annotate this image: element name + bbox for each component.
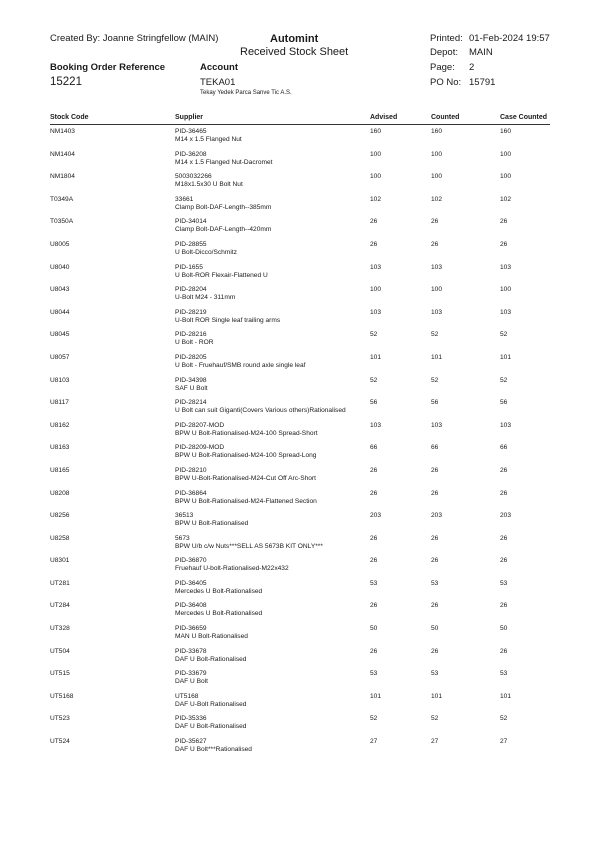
stock-code-cell: NM1804	[50, 173, 75, 181]
stock-table-body	[50, 126, 550, 759]
po-label: PO No:	[430, 77, 462, 88]
advised-cell: 53	[370, 579, 378, 587]
counted-cell: 100	[431, 150, 443, 158]
case-counted-cell: 66	[500, 444, 508, 452]
stock-code-cell: U8043	[50, 286, 70, 294]
advised-cell: 203	[370, 512, 382, 520]
advised-cell: 26	[370, 602, 378, 610]
case-counted-cell: 52	[500, 715, 508, 723]
advised-cell: 52	[370, 715, 378, 723]
booking-ref-value: 15221	[50, 76, 82, 88]
item-description: BPW U Bolt-Rationalised-M24-100 Spread-Long	[175, 452, 317, 460]
case-counted-cell: 50	[500, 625, 508, 633]
item-description: U Bolt can suit Giganti(Covers Various others)Rationalised	[175, 407, 346, 415]
supplier-cell	[175, 128, 242, 144]
case-counted-cell: 26	[500, 218, 508, 226]
table-row	[50, 646, 550, 669]
case-counted-cell: 100	[500, 286, 512, 294]
counted-cell: 26	[431, 647, 439, 655]
stock-code-cell: U8044	[50, 308, 70, 316]
supplier-cell	[175, 422, 318, 438]
item-description: SAF U Bolt	[175, 384, 208, 392]
supplier-cell	[175, 580, 262, 596]
supplier-cell	[175, 648, 246, 664]
supplier-code: PID-34014	[175, 218, 207, 226]
table-row	[50, 239, 550, 262]
supplier-code: PID-28210	[175, 466, 207, 474]
supplier-code: PID-28205	[175, 353, 207, 361]
case-counted-cell: 160	[500, 128, 512, 135]
supplier-code: PID-28209-MOD	[175, 444, 225, 452]
stock-code-cell: NM1403	[50, 128, 75, 135]
stock-code-cell: U8256	[50, 512, 70, 520]
stock-code-cell: T0349A	[50, 195, 74, 203]
supplier-cell	[175, 354, 305, 370]
item-description: DAF U Bolt-Rationalised	[175, 723, 247, 731]
item-description: BPW U Bolt-Rationalised-M24-Flattened Section	[175, 497, 317, 505]
stock-code-cell: UT515	[50, 670, 70, 678]
counted-cell: 101	[431, 353, 443, 361]
advised-cell: 26	[370, 218, 378, 226]
advised-cell: 103	[370, 308, 382, 316]
case-counted-cell: 100	[500, 173, 512, 181]
supplier-cell	[175, 309, 280, 325]
table-row	[50, 533, 550, 556]
item-description: DAF U Bolt	[175, 678, 208, 686]
counted-cell: 102	[431, 195, 443, 203]
account-value: TEKA01	[200, 77, 236, 88]
table-row	[50, 736, 550, 759]
table-row	[50, 397, 550, 420]
table-row	[50, 216, 550, 239]
case-counted-cell: 52	[500, 331, 508, 339]
case-counted-cell: 26	[500, 647, 508, 655]
table-row	[50, 329, 550, 352]
supplier-code: PID-28855	[175, 240, 207, 248]
stock-code-cell: U8057	[50, 353, 70, 361]
item-description: M18x1.5x30 U Bolt Nut	[175, 181, 243, 189]
table-row	[50, 420, 550, 443]
stock-code-cell: U8162	[50, 421, 70, 429]
counted-cell: 53	[431, 579, 439, 587]
item-description: U Bolt-ROR Flexair-Flattened U	[175, 271, 268, 279]
item-description: U-Bolt ROR Single leaf trailing arms	[175, 316, 281, 324]
advised-cell: 26	[370, 557, 378, 565]
counted-cell: 56	[431, 399, 439, 407]
counted-cell: 53	[431, 670, 439, 678]
stock-code-cell: U8301	[50, 557, 70, 565]
case-counted-cell: 100	[500, 150, 512, 158]
supplier-code: PID-33679	[175, 670, 207, 678]
stock-code-cell: U8258	[50, 534, 70, 542]
stock-code-cell: UT284	[50, 602, 70, 610]
po-value: 15791	[469, 77, 496, 88]
stock-code-cell: U8117	[50, 399, 69, 407]
item-description: DAF U-Bolt Rationalised	[175, 700, 247, 708]
counted-cell: 26	[431, 218, 439, 226]
col-supplier: Supplier	[175, 114, 204, 121]
advised-cell: 52	[370, 331, 378, 339]
counted-cell: 66	[431, 444, 439, 452]
case-counted-cell: 103	[500, 421, 512, 429]
counted-cell: 103	[431, 263, 443, 271]
counted-cell: 26	[431, 240, 439, 248]
item-description: Mercedes U Bolt-Rationalised	[175, 587, 263, 595]
stock-code-cell: U8040	[50, 263, 70, 271]
table-row	[50, 307, 550, 330]
table-row	[50, 194, 550, 217]
advised-cell: 100	[370, 286, 382, 294]
item-description: BPW U Bolt-Rationalised-M24-100 Spread-Short	[175, 429, 318, 437]
case-counted-cell: 56	[500, 399, 508, 407]
table-row	[50, 691, 550, 714]
advised-cell: 102	[370, 195, 382, 203]
supplier-code: PID-33678	[175, 647, 207, 655]
counted-cell: 52	[431, 376, 439, 384]
supplier-code: PID-28219	[175, 308, 207, 316]
case-counted-cell: 26	[500, 240, 508, 248]
app-name: Automint	[270, 33, 319, 45]
advised-cell: 101	[370, 353, 382, 361]
supplier-code: UT5168	[175, 692, 199, 700]
case-counted-cell: 103	[500, 308, 512, 316]
supplier-code: PID-36864	[175, 489, 207, 497]
stock-code-cell: U8045	[50, 331, 70, 339]
counted-cell: 101	[431, 692, 443, 700]
counted-cell: 100	[431, 286, 443, 294]
supplier-code: PID-36659	[175, 625, 207, 633]
table-row	[50, 510, 550, 533]
supplier-cell	[175, 286, 235, 302]
item-description: DAF U Bolt-Rationalised	[175, 655, 247, 663]
stock-code-cell: UT5168	[50, 692, 74, 700]
supplier-code: PID-35627	[175, 738, 207, 746]
supplier-code: PID-28207-MOD	[175, 421, 225, 429]
counted-cell: 52	[431, 331, 439, 339]
account-label: Account	[200, 62, 238, 73]
supplier-cell	[175, 173, 243, 189]
stock-code-cell: NM1404	[50, 150, 75, 158]
item-description: U Bolt-Dicco/Schmitz	[175, 248, 237, 256]
booking-ref-label: Booking Order Reference	[50, 62, 166, 73]
case-counted-cell: 26	[500, 602, 508, 610]
case-counted-cell: 203	[500, 512, 512, 520]
table-row	[50, 284, 550, 307]
item-description: M14 x 1.5 Flanged Nut-Dacromet	[175, 158, 273, 166]
counted-cell: 203	[431, 512, 443, 520]
supplier-cell	[175, 535, 323, 551]
table-row	[50, 375, 550, 398]
counted-cell: 26	[431, 534, 439, 542]
col-stock-code: Stock Code	[50, 114, 89, 121]
case-counted-cell: 26	[500, 557, 508, 565]
supplier-code: PID-36405	[175, 579, 207, 587]
stock-code-cell: T0350A	[50, 218, 74, 226]
case-counted-cell: 27	[500, 738, 508, 746]
account-name: Tekay Yedek Parca Sanve Tic A.S.	[200, 90, 292, 96]
supplier-cell	[175, 377, 208, 393]
supplier-cell	[175, 331, 213, 347]
table-row	[50, 465, 550, 488]
item-description: M14 x 1.5 Flanged Nut	[175, 136, 242, 143]
case-counted-cell: 26	[500, 534, 508, 542]
advised-cell: 66	[370, 444, 378, 452]
item-description: U Bolt - Fruehauf/SMB round axle single leaf	[175, 361, 306, 369]
supplier-cell	[175, 151, 272, 167]
supplier-cell	[175, 715, 246, 731]
item-description: BPW U Bolt-Rationalised	[175, 520, 249, 528]
case-counted-cell: 101	[500, 692, 512, 700]
stock-code-cell: U8165	[50, 466, 70, 474]
table-row	[50, 171, 550, 194]
depot-value: MAIN	[469, 47, 493, 58]
advised-cell: 26	[370, 647, 378, 655]
advised-cell: 100	[370, 150, 382, 158]
counted-cell: 26	[431, 602, 439, 610]
supplier-cell	[175, 467, 316, 483]
case-counted-cell: 26	[500, 466, 508, 474]
advised-cell: 26	[370, 489, 378, 497]
supplier-code: PID-28204	[175, 286, 207, 294]
table-row	[50, 352, 550, 375]
supplier-cell	[175, 625, 248, 641]
table-row	[50, 668, 550, 691]
item-description: U-Bolt M24 - 311mm	[175, 294, 236, 302]
counted-cell: 27	[431, 738, 439, 746]
supplier-code: PID-28214	[175, 399, 207, 407]
advised-cell: 53	[370, 670, 378, 678]
supplier-cell	[175, 196, 271, 212]
supplier-cell	[175, 670, 208, 686]
counted-cell: 26	[431, 466, 439, 474]
item-description: BPW U-Bolt-Rationalised-M24-Cut Off Arc-Short	[175, 474, 316, 482]
col-counted: Counted	[431, 114, 460, 121]
item-description: Clamp Bolt-DAF-Length--420mm	[175, 226, 272, 234]
case-counted-cell: 103	[500, 263, 512, 271]
page-value: 2	[469, 62, 475, 73]
supplier-cell	[175, 693, 246, 709]
counted-cell: 26	[431, 557, 439, 565]
supplier-code: 36513	[175, 512, 194, 520]
header-divider	[50, 124, 550, 125]
table-row	[50, 555, 550, 578]
supplier-code: PID-28216	[175, 331, 207, 339]
supplier-code: PID-36208	[175, 150, 207, 158]
table-row	[50, 578, 550, 601]
supplier-code: PID-36408	[175, 602, 207, 610]
stock-code-cell: UT281	[50, 579, 70, 587]
counted-cell: 103	[431, 308, 443, 316]
supplier-cell	[175, 512, 248, 528]
advised-cell: 56	[370, 399, 378, 407]
supplier-cell	[175, 602, 262, 618]
case-counted-cell: 101	[500, 353, 512, 361]
printed-value: 01-Feb-2024 19:57	[469, 33, 550, 44]
counted-cell: 160	[431, 128, 443, 135]
case-counted-cell: 102	[500, 195, 512, 203]
supplier-code: PID-36465	[175, 128, 207, 135]
table-row	[50, 488, 550, 511]
advised-cell: 160	[370, 128, 382, 135]
sheet-title: Received Stock Sheet	[240, 46, 349, 58]
advised-cell: 27	[370, 738, 378, 746]
counted-cell: 52	[431, 715, 439, 723]
case-counted-cell: 26	[500, 489, 508, 497]
table-header	[50, 114, 550, 124]
item-description: DAF U Bolt***Rationalised	[175, 746, 252, 754]
supplier-cell	[175, 557, 289, 573]
stock-code-cell: UT523	[50, 715, 70, 723]
table-row	[50, 262, 550, 285]
table-row	[50, 600, 550, 623]
stock-code-cell: U8005	[50, 240, 70, 248]
advised-cell: 26	[370, 466, 378, 474]
printed-label: Printed:	[430, 33, 463, 44]
supplier-code: 5003032266	[175, 173, 212, 181]
counted-cell: 50	[431, 625, 439, 633]
stock-code-cell: UT524	[50, 738, 70, 746]
stock-code-cell: U8103	[50, 376, 70, 384]
advised-cell: 103	[370, 263, 382, 271]
supplier-code: PID-34398	[175, 376, 207, 384]
col-case-counted: Case Counted	[500, 114, 548, 121]
stock-code-cell: U8208	[50, 489, 70, 497]
stock-code-cell: UT328	[50, 625, 70, 633]
supplier-cell	[175, 490, 317, 506]
advised-cell: 26	[370, 534, 378, 542]
supplier-cell	[175, 738, 252, 754]
advised-cell: 52	[370, 376, 378, 384]
depot-label: Depot:	[430, 47, 458, 58]
counted-cell: 100	[431, 173, 443, 181]
item-description: U Bolt - ROR	[175, 339, 214, 347]
table-row	[50, 442, 550, 465]
table-row	[50, 623, 550, 646]
supplier-code: PID-36870	[175, 557, 207, 565]
counted-cell: 103	[431, 421, 443, 429]
advised-cell: 101	[370, 692, 382, 700]
advised-cell: 100	[370, 173, 382, 181]
table-row	[50, 126, 550, 149]
supplier-cell	[175, 399, 346, 415]
col-advised: Advised	[370, 114, 398, 121]
supplier-cell	[175, 264, 268, 280]
case-counted-cell: 53	[500, 579, 508, 587]
item-description: BPW U/b c/w Nuts***SELL AS 5673B KIT ONLY***	[175, 542, 323, 550]
supplier-cell	[175, 218, 271, 234]
created-by: Created By: Joanne Stringfellow (MAIN)	[50, 33, 219, 44]
item-description: Fruehauf U-bolt-Rationalised-M22x432	[175, 565, 289, 573]
advised-cell: 50	[370, 625, 378, 633]
advised-cell: 26	[370, 240, 378, 248]
supplier-cell	[175, 444, 316, 460]
supplier-code: 5673	[175, 534, 190, 542]
item-description: Mercedes U Bolt-Rationalised	[175, 610, 263, 618]
supplier-code: PID-1655	[175, 263, 203, 271]
page-label: Page:	[430, 62, 455, 73]
stock-code-cell: UT504	[50, 647, 70, 655]
case-counted-cell: 52	[500, 376, 508, 384]
table-row	[50, 149, 550, 172]
stock-code-cell: U8163	[50, 444, 70, 452]
supplier-cell	[175, 241, 237, 257]
case-counted-cell: 53	[500, 670, 508, 678]
supplier-code: 33661	[175, 195, 194, 203]
counted-cell: 26	[431, 489, 439, 497]
item-description: Clamp Bolt-DAF-Length--385mm	[175, 203, 272, 211]
supplier-code: PID-35336	[175, 715, 207, 723]
table-row	[50, 713, 550, 736]
item-description: MAN U Bolt-Rationalised	[175, 633, 248, 641]
advised-cell: 103	[370, 421, 382, 429]
